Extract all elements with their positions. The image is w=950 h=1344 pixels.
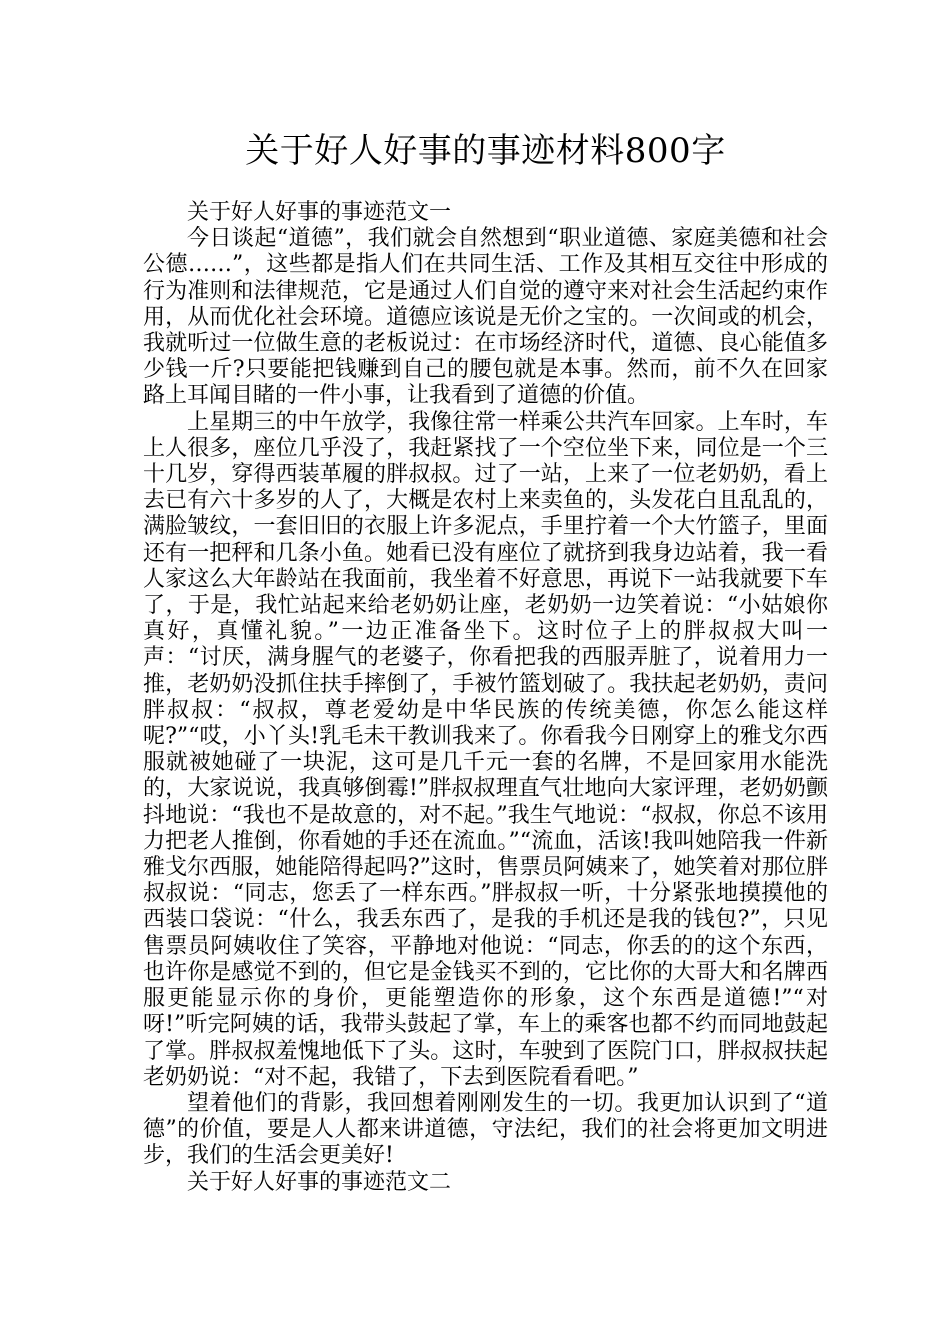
page-title: 关于好人好事的事迹材料800字 <box>245 131 726 171</box>
body-paragraph-2: 上星期三的中午放学，我像往常一样乘公共汽车回家。上车时，车上人很多，座位几乎没了，我赶紧找了一个空位坐下来，同位是一个三十几岁，穿得西装革履的胖叔叔。过了一站，上来了一位老奶奶，看上去已有六十多岁的人了，大概是农村上来卖鱼的，头发花白且乱乱的，满脸皱纹，一套旧旧的衣服上许多泥点，手里拧着一个大竹篮子，里面还有一把秤和几条小鱼。她看已没有座位了就挤到我身边站着，我一看人家这么大年龄站在我面前，我坐着不好意思，再说下一站我就要下车了，于是，我忙站起来给老奶奶让座，老奶奶一边笑着说：“小姑娘你真好，真懂礼貌。”一边正准备坐下。这时位子上的胖叔叔大叫一声：“讨厌，满身腥气的老婆子，你看把我的西服弄脏了，说着用力一推，老奶奶没抓住扶手摔倒了，手被竹篮划破了。我扶起老奶奶，责问胖叔叔：“叔叔，尊老爱幼是中华民族的传统美德，你怎么能这样呢?”“哎，小丫头!乳毛未干教训我来了。你看我今日刚穿上的雅戈尔西服就被她碰了一块泥，这可是几千元一套的名牌，不是回家用水能洗的，大家说说，我真够倒霉!”胖叔叔理直气壮地向大家评理，老奶奶颤抖地说：“我也不是故意的，对不起。”我生气地说：“叔叔，你总不该用力把老人推倒，你看她的手还在流血。”“流血，活该!我叫她陪我一件新雅戈尔西服，她能陪得起吗?”这时，售票员阿姨来了，她笑着对那位胖叔叔说：“同志，您丢了一样东西。”胖叔叔一听，十分紧张地摸摸他的西装口袋说：“什么，我丢东西了，是我的手机还是我的钱包?”，只见售票员阿姨收住了笑容，平静地对他说：“同志，你丢的的这个东西，也许你是感觉不到的，但它是金钱买不到的，它比你的大哥大和名牌西服更能显示你的身价，更能塑造你的形象，这个东西是道德!”“对呀!”听完阿姨的话，我带头鼓起了掌，车上的乘客也都不约而同地鼓起了掌。胖叔叔羞愧地低下了头。这时，车驶到了医院门口，胖叔叔扶起老奶奶说：“对不起，我错了，下去到医院看看吧。” <box>143 409 828 1090</box>
body-paragraph-1: 今日谈起“道德”，我们就会自然想到“职业道德、家庭美德和社会公德……”，这些都是指人们在共同生活、工作及其相互交往中形成的行为准则和法律规范，它是通过人们自觉的遵守来对社会生活起约束作用，从而优化社会环境。道德应该说是无价之宝的。一次间或的机会，我就听过一位做生意的老板说过：在市场经济时代，道德、良心能值多少钱一斤?只要能把钱赚到自己的腰包就是本事。然而，前不久在回家路上耳闻目睹的一件小事，让我看到了道德的价值。 <box>143 226 828 409</box>
document-page <box>143 128 828 1196</box>
section-heading-1: 关于好人好事的事迹范文一 <box>187 200 452 225</box>
section-heading-2: 关于好人好事的事迹范文二 <box>187 1169 452 1195</box>
body-paragraph-3: 望着他们的背影，我回想着刚刚发生的一切。我更加认识到了“道德”的价值，要是人人都来讲道德，守法纪，我们的社会将更加文明进步，我们的生活会更美好! <box>143 1090 828 1169</box>
